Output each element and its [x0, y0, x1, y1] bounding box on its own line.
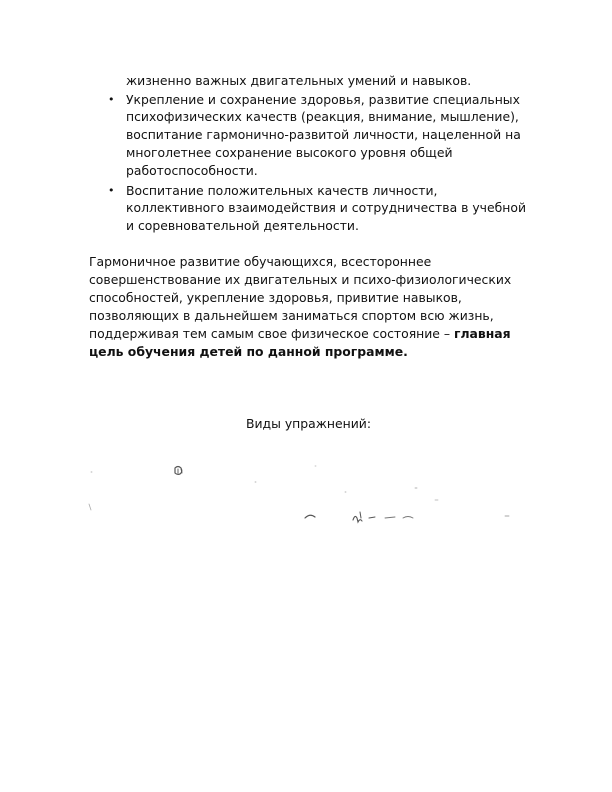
paragraph-line-2: совершенствование их двигательных и психо-физиологических	[89, 272, 512, 287]
paragraph-line-4: позволяющих в дальнейшем заниматься спортом всю жизнь,	[89, 308, 494, 323]
bullet-1-line-3: воспитание гармонично-развитой личности, нацеленной на	[126, 127, 521, 142]
bullet-1-line-5: работоспособности.	[126, 163, 258, 178]
figure-mark-sketch	[178, 469, 182, 473]
paragraph-line-3: способностей, укрепление здоровья, привитие навыков,	[89, 290, 462, 305]
exercise-figures-sketch	[85, 460, 525, 530]
bullet-1-line-2: психофизических качеств (реакция, внимание, мышление),	[126, 109, 519, 124]
bullet-2-line-3: и соревновательной деятельности.	[126, 218, 359, 233]
figure-arm-sketch	[360, 512, 375, 518]
bullet-2-line-1: Воспитание положительных качеств личности,	[126, 183, 438, 198]
paragraph-line-5	[89, 325, 511, 342]
sketch-dot	[91, 472, 417, 492]
bullet-1-line-1: Укрепление и сохранение здоровья, развитие специальных	[126, 92, 520, 107]
bullet-2-line-2: коллективного взаимодействия и сотрудничества в учебной	[126, 200, 527, 215]
bullet-marker: •	[108, 184, 115, 197]
exercises-caption: Виды упражнений:	[246, 416, 372, 431]
paragraph-line-5-normal: поддерживая тем самым свое физическое состояние –	[89, 326, 454, 341]
paragraph-line-5-bold: главная	[454, 326, 511, 341]
bullet-marker: •	[108, 93, 115, 106]
figure-body-sketch	[305, 515, 315, 518]
paragraph-goal-line: цель обучения детей по данной программе.	[89, 344, 408, 359]
list-continuation-line: жизненно важных двигательных умений и навыков.	[126, 73, 472, 88]
bullet-1-line-4: многолетнее сохранение высокого уровня общей	[126, 145, 453, 160]
paragraph-line-1: Гармоничное развитие обучающихся, всестороннее	[89, 254, 432, 269]
figure-line-sketch	[385, 517, 413, 519]
sketch-dash	[89, 466, 438, 510]
